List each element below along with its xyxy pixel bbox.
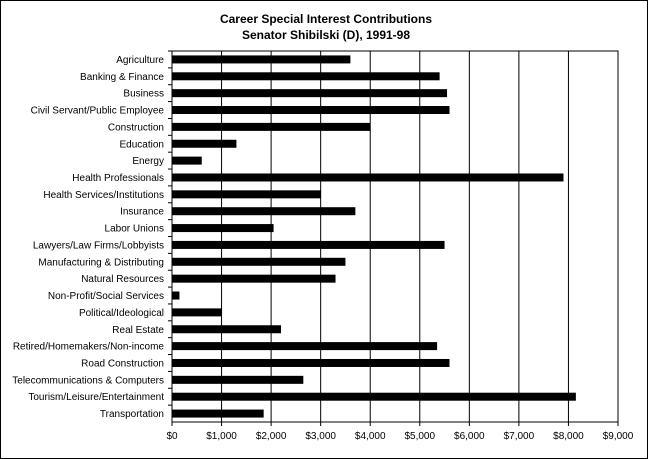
- category-label: Education: [119, 139, 164, 151]
- bar: [172, 275, 336, 283]
- category-label: Lawyers/Law Firms/Lobbyists: [32, 240, 164, 252]
- bar: [172, 325, 281, 333]
- x-tick-label: $1,000: [206, 431, 237, 442]
- bar: [172, 342, 437, 350]
- category-label: Transportation: [99, 409, 164, 421]
- category-label: Political/Ideological: [78, 307, 164, 319]
- bar: [172, 292, 179, 300]
- bar: [172, 224, 274, 232]
- bar: [172, 190, 321, 198]
- bar: [172, 72, 440, 80]
- x-tick-label: $2,000: [255, 431, 287, 442]
- category-label: Telecommunications & Computers: [12, 375, 164, 387]
- x-tick-label: $7,000: [503, 431, 535, 442]
- category-label: Business: [123, 88, 164, 100]
- bar: [172, 106, 450, 114]
- category-label: Health Services/Institutions: [43, 189, 164, 201]
- bar: [172, 89, 447, 97]
- bar: [172, 410, 264, 418]
- bar: [172, 393, 576, 401]
- bar: [172, 241, 445, 249]
- category-label: Health Professionals: [72, 172, 164, 184]
- bar: [172, 376, 303, 384]
- x-tick-label: $0: [166, 431, 178, 442]
- bar: [172, 173, 563, 181]
- bar: [172, 258, 345, 266]
- x-tick-label: $4,000: [354, 431, 386, 442]
- category-label: Real Estate: [112, 324, 164, 336]
- bar: [172, 359, 450, 367]
- x-tick-label: $3,000: [305, 431, 336, 442]
- category-label: Energy: [132, 156, 164, 168]
- category-label: Road Construction: [81, 358, 164, 370]
- bar: [172, 308, 222, 316]
- bar: [172, 123, 370, 131]
- category-label: Banking & Finance: [80, 71, 164, 83]
- category-label: Labor Unions: [104, 223, 164, 235]
- x-tick-label: $5,000: [404, 431, 436, 442]
- bar: [172, 140, 236, 148]
- category-label: Insurance: [120, 206, 164, 218]
- x-tick-label: $8,000: [553, 431, 584, 442]
- bar: [172, 207, 355, 215]
- category-label: Construction: [107, 122, 164, 134]
- category-label: Non-Profit/Social Services: [47, 291, 164, 303]
- chart-title: Career Special Interest Contributions: [219, 12, 433, 26]
- x-axis-ticks: [166, 422, 633, 442]
- bar: [172, 157, 202, 165]
- bar: [172, 55, 350, 63]
- x-tick-label: $9,000: [602, 431, 634, 442]
- category-label: Tourism/Leisure/Entertainment: [28, 392, 164, 404]
- category-labels: [12, 51, 172, 420]
- category-label: Agriculture: [116, 54, 164, 66]
- category-label: Natural Resources: [81, 274, 164, 286]
- category-label: Manufacturing & Distributing: [38, 257, 164, 269]
- bars: [172, 55, 576, 417]
- category-label: Civil Servant/Public Employee: [30, 105, 164, 117]
- x-tick-label: $6,000: [454, 431, 485, 442]
- category-label: Retired/Homemakers/Non-income: [12, 341, 164, 353]
- bar-chart: [1, 1, 647, 458]
- chart-subtitle: Senator Shibilski (D), 1991-98: [241, 28, 411, 42]
